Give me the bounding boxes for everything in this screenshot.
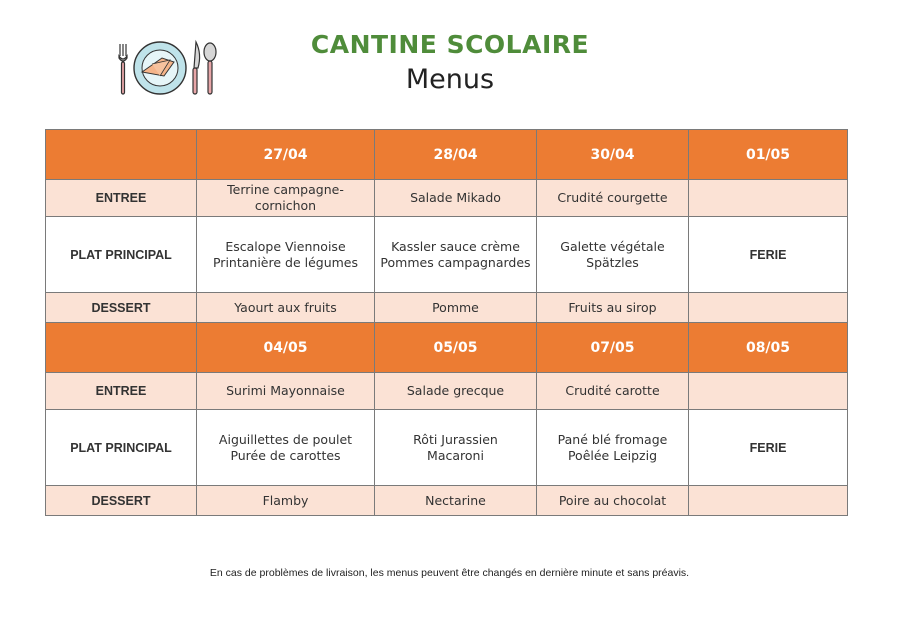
menu-cell: Surimi Mayonnaise <box>197 373 375 410</box>
ferie-cell: FERIE <box>689 217 848 293</box>
plate-cutlery-icon <box>112 36 224 100</box>
menu-cell: Escalope Viennoise Printanière de légumes <box>197 217 375 293</box>
row-label-entree: ENTREE <box>46 180 197 217</box>
menu-cell: Crudité courgette <box>537 180 689 217</box>
menu-cell <box>689 293 848 323</box>
menu-cell <box>689 180 848 217</box>
date-cell: 04/05 <box>197 323 375 373</box>
plat-row <box>46 217 848 293</box>
menu-cell: Poire au chocolat <box>537 486 689 516</box>
dessert-row <box>46 486 848 516</box>
menu-cell: Salade grecque <box>375 373 537 410</box>
row-label-entree: ENTREE <box>46 373 197 410</box>
row-label-dessert: DESSERT <box>46 293 197 323</box>
menu-cell <box>689 373 848 410</box>
menu-cell: Salade Mikado <box>375 180 537 217</box>
dessert-row <box>46 293 848 323</box>
menu-cell: Aiguillettes de poulet Purée de carottes <box>197 410 375 486</box>
row-label-dessert: DESSERT <box>46 486 197 516</box>
menu-cell <box>689 486 848 516</box>
corner-cell <box>46 323 197 373</box>
menu-cell: Terrine campagne-cornichon <box>197 180 375 217</box>
date-cell: 08/05 <box>689 323 848 373</box>
page-subtitle: Menus <box>405 64 495 95</box>
row-label-plat: PLAT PRINCIPAL <box>46 217 197 293</box>
menu-cell: Flamby <box>197 486 375 516</box>
plat-row <box>46 410 848 486</box>
menu-cell: Fruits au sirop <box>537 293 689 323</box>
footer-note: En cas de problèmes de livraison, les menus peuvent être changés en dernière minute et sans préavis. <box>209 567 690 579</box>
entree-row <box>46 373 848 410</box>
menu-cell: Pané blé fromage Poêlée Leipzig <box>537 410 689 486</box>
menu-cell: Crudité carotte <box>537 373 689 410</box>
row-label-plat: PLAT PRINCIPAL <box>46 410 197 486</box>
entree-row <box>46 180 848 217</box>
menu-cell: Kassler sauce crème Pommes campagnardes <box>375 217 537 293</box>
page-title: CANTINE SCOLAIRE <box>310 30 590 59</box>
date-cell: 30/04 <box>537 130 689 180</box>
date-header-row <box>46 323 848 373</box>
ferie-cell: FERIE <box>689 410 848 486</box>
date-cell: 28/04 <box>375 130 537 180</box>
menu-cell: Pomme <box>375 293 537 323</box>
corner-cell <box>46 130 197 180</box>
date-cell: 27/04 <box>197 130 375 180</box>
menu-table <box>45 129 848 516</box>
date-cell: 05/05 <box>375 323 537 373</box>
date-header-row <box>46 130 848 180</box>
date-cell: 01/05 <box>689 130 848 180</box>
menu-cell: Galette végétale Spätzles <box>537 217 689 293</box>
menu-cell: Nectarine <box>375 486 537 516</box>
date-cell: 07/05 <box>537 323 689 373</box>
menu-cell: Rôti Jurassien Macaroni <box>375 410 537 486</box>
menu-cell: Yaourt aux fruits <box>197 293 375 323</box>
